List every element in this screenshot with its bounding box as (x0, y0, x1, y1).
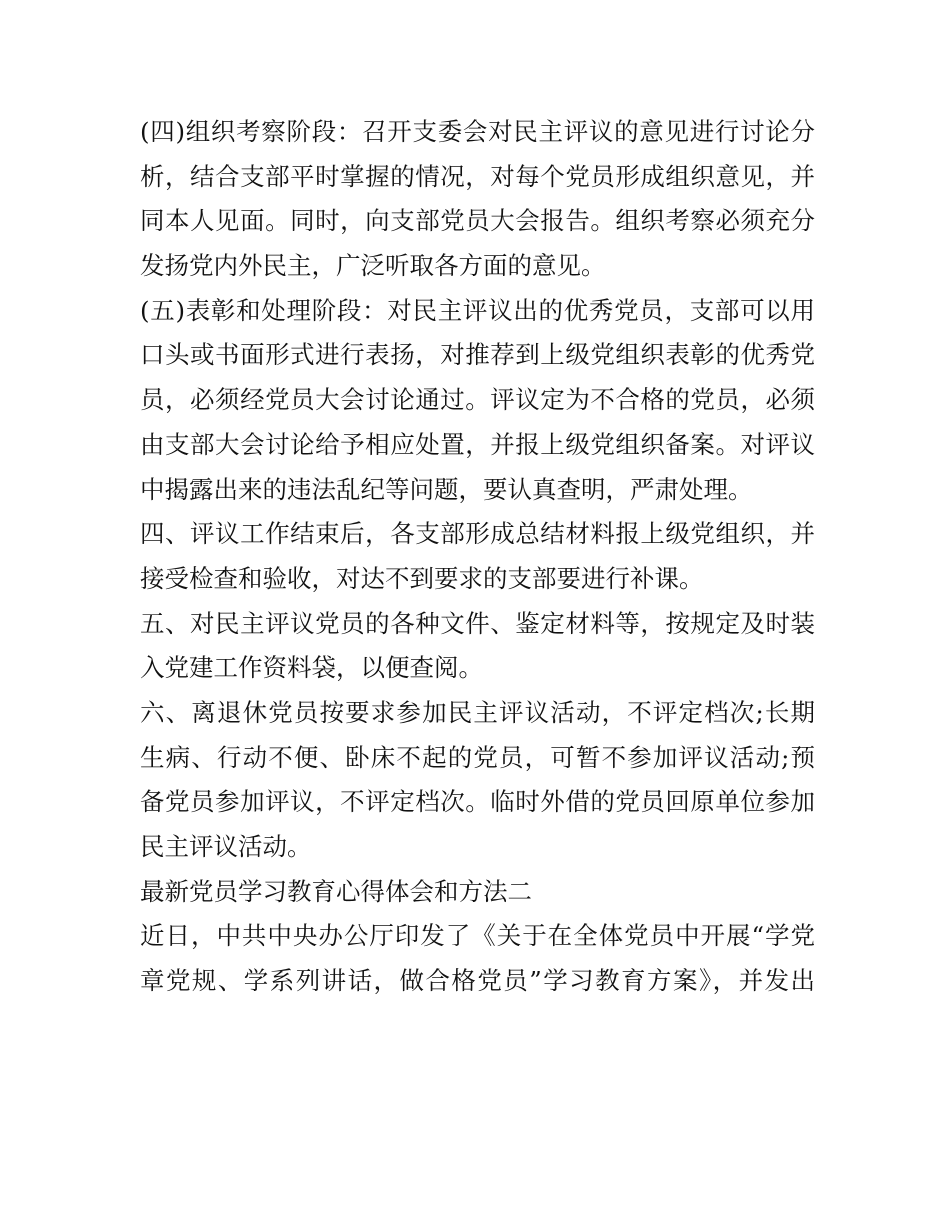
text-line: 口头或书面形式进行表扬，对推荐到上级党组织表彰的优秀党 (140, 340, 815, 370)
text-line: 备党员参加评议，不评定档次。临时外借的党员回原单位参加 (140, 787, 815, 817)
text-line: 员，必须经党员大会讨论通过。评议定为不合格的党员，必须 (140, 385, 815, 415)
text-line: 六、离退休党员按要求参加民主评议活动，不评定档次;长期 (140, 697, 815, 727)
text-line: 中揭露出来的违法乱纪等问题，要认真查明，严肃处理。 (140, 474, 753, 504)
text-line: 入党建工作资料袋，以便查阅。 (140, 653, 483, 683)
text-line: 生病、行动不便、卧床不起的党员，可暂不参加评议活动;预 (140, 742, 815, 772)
text-line: 析，结合支部平时掌握的情况，对每个党员形成组织意见，并 (140, 161, 815, 191)
text-line: 同本人见面。同时，向支部党员大会报告。组织考察必须充分 (140, 206, 815, 236)
text-line: 接受检查和验收，对达不到要求的支部要进行补课。 (140, 563, 704, 593)
text-line: 民主评议活动。 (140, 832, 312, 861)
text-line: 由支部大会讨论给予相应处置，并报上级党组织备案。对评议 (140, 429, 815, 459)
text-line: (四)组织考察阶段：召开支委会对民主评议的意见进行讨论分 (140, 117, 815, 146)
text-line: 章党规、学系列讲话，做合格党员”学习教育方案》，并发出 (140, 966, 815, 996)
text-line: 五、对民主评议党员的各种文件、鉴定材料等，按规定及时装 (140, 608, 815, 638)
text-line: (五)表彰和处理阶段：对民主评议出的优秀党员，支部可以用 (140, 295, 815, 325)
section-heading: 最新党员学习教育心得体会和方法二 (140, 876, 532, 906)
text-line: 发扬党内外民主，广泛听取各方面的意见。 (140, 251, 606, 281)
text-line: 近日，中共中央办公厅印发了《关于在全体党员中开展“学党 (140, 921, 815, 951)
document-body (140, 110, 815, 1004)
text-line: 四、评议工作结束后，各支部形成总结材料报上级党组织，并 (140, 519, 815, 549)
